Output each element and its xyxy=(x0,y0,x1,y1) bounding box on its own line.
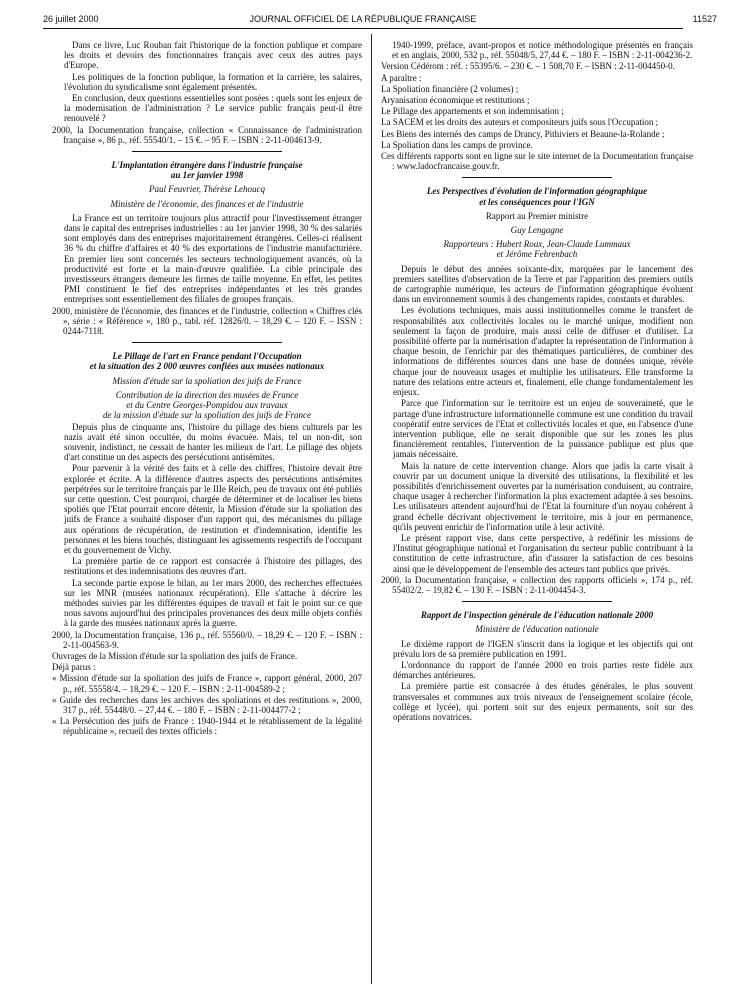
list-item: La Spoliation dans les camps de province. xyxy=(381,139,533,150)
subtitle: Rapport au Premier ministre xyxy=(485,210,589,221)
section-title: Rapport de l'inspection générale de l'éducation nationale 2000 xyxy=(420,610,654,621)
section-title: Le Pillage de l'art en France pendant l'Occupation xyxy=(112,351,302,362)
paragraph: Version Cédérom : réf. : 55395/6. – 230 €. – 1 508,70 F. – ISBN : 2-11-004450-0. xyxy=(381,61,675,72)
rapporteurs-line2: et Jérôme Fehrenbach xyxy=(496,249,578,260)
section-title-line2: et les conséquences pour l'IGN xyxy=(479,196,595,207)
paragraph: Les politiques de la fonction publique, la formation et la carrière, les salaires, l'évolution du syndicalisme sont également présentés. xyxy=(64,71,362,92)
paragraph: L'ordonnance du rapport de l'année 2000 en trois parties reste fidèle aux démarches antérieures. xyxy=(393,659,693,681)
paragraph: La France est un territoire toujours plus attractif pour l'investissement étranger dans le capital des entreprises industrielles : au 1er janvier 1998, 30 % des salariés sont employés dans des entreprises majoritairement étrangères. Celles-ci réalisent 36 % du chiffre d'affaires et 40 % des exportations de l'industrie manufacturière. En premier lieu sont concernés les secteurs technologiquement avancés, où la productivité est forte et la main-d'œuvre qualifiée. La cible principale des investisseurs étrangers demeure les firmes de taille moyenne. En effet, les petites PMI constituent le fief des entreprises indépendantes et les très grandes entreprises sont essentiellement des filiales de groupes français. xyxy=(64,212,362,305)
paragraph: En conclusion, deux questions essentielles sont posées : quels sont les enjeux de la modernisation de l'administration ? Le service public français peut-il être renouvelé ? xyxy=(64,93,362,124)
ministry: Ministère de l'éducation nationale xyxy=(475,624,599,635)
ministry: Ministère de l'économie, des finances et de l'industrie xyxy=(110,198,304,209)
section-title-line2: et la situation des 2 000 œuvres confiées aux musées nationaux xyxy=(89,361,325,372)
authors: Paul Feuvrier, Thérèse Lehoucq xyxy=(149,184,265,195)
header-date: 26 juillet 2000 xyxy=(43,14,99,24)
paragraph: La seconde partie expose le bilan, au 1er mars 2000, des recherches effectuées sur les MNR (musées nationaux récupération). Elle s'attache à décrire les méthodes suivies par les différentes équipes de travail et fait le point sur ce que nous savons aujourd'hui des principales provenances des deux mille objets confiés à la garde des musées nationaux après la guerre. xyxy=(64,577,362,629)
paragraph: Les évolutions techniques, mais aussi institutionnelles comme le transfert de responsabilités aux collectivités locales ou le marché unique, modifient non seulement la façon de produire, mais aussi celle de diffuser et d'utiliser. La possibilité offerte par la numérisation d'adapter la représentation de l'information à chaque besoin, de l'enrichir par des thématiques particulières, de combiner des informations de différentes sources dans une base de données unique, révèle chaque jour de nouveaux usages et multiplie les utilisateurs. Elle transforme la nature des relations entre acteurs et, finalement, elle change fondamentalement les enjeux. xyxy=(393,305,693,398)
header-rule xyxy=(43,28,683,29)
paragraph: Ces différents rapports sont en ligne sur le site internet de la Documentation française : www.ladocfrancaise.gouv.fr. xyxy=(381,151,693,172)
page-header xyxy=(43,14,717,28)
list-item: « Guide des recherches dans les archives des spoliations et des restitutions », 2000, 317 p., réf. 55448/0. – 27,44 €. – 180 F. – ISBN : 2-11-004477-2 ; xyxy=(52,694,362,715)
paragraph: Pour parvenir à la vérité des faits et à celle des chiffres, l'histoire devait être explorée et écrite. A la différence d'autres aspects des persécutions antisémites perpétrées sur le territoire français par le IIIe Reich, peu de travaux ont été publiés sur cette question. C'est pourquoi, chargée de déterminer et de localiser les biens spoliés que l'Etat pourrait encore détenir, la Mission d'étude sur la spoliation des juifs de France a souhaité disposer d'un rapport qui, des mécanismes du pillage aux opérations de récupération, de restitution et d'indemnisation, identifie les personnes et les biens touchés, distinguant les agissements respectifs de l'occupant et du gouvernement de Vichy. xyxy=(64,463,362,555)
list-item: La Spoliation financière (2 volumes) ; xyxy=(381,83,519,94)
paragraph: A paraître : xyxy=(381,72,422,83)
list-item: « Mission d'étude sur la spoliation des juifs de France », rapport général, 2000, 207 p., réf. 55558/4. – 18,29 €. – 120 F. – ISBN : 2-11-004589-2 ; xyxy=(52,673,362,694)
contribution-line: Contribution de la direction des musées de France xyxy=(115,389,299,400)
publication-reference: 2000, la Documentation française, « collection des rapports officiels », 174 p., réf. 55402/2. – 19,82 €. – 130 F. – ISBN : 2-11-004454-3. xyxy=(381,574,693,595)
list-item: La SACEM et les droits des auteurs et compositeurs juifs sous l'Occupation ; xyxy=(381,117,659,128)
list-item: Aryanisation économique et restitutions ; xyxy=(381,95,530,106)
publication-reference: 2000, la Documentation française, collection « Connaissance de l'administration française », 86 p., réf. 55540/1. – 15 €. – 95 F. – ISBN : 2-11-004613-9. xyxy=(52,124,362,145)
paragraph: Le dixième rapport de l'IGEN s'inscrit dans la logique et les objectifs qui ont prévalu lors de sa première publication en 1991. xyxy=(393,638,693,659)
header-journal-title: JOURNAL OFFICIEL DE LA RÉPUBLIQUE FRANÇAISE xyxy=(249,14,477,24)
section-title-line2: au 1er janvier 1998 xyxy=(170,170,244,181)
paragraph: Déjà parus : xyxy=(52,662,96,673)
contribution-line: et du Centre Georges-Pompidou aux travaux xyxy=(126,400,288,411)
section-separator xyxy=(462,601,612,602)
list-item: Le Pillage des appartements et son indemnisation ; xyxy=(381,106,564,117)
header-page-number: 11527 xyxy=(692,14,717,24)
paragraph: 1940-1999, préface, avant-propos et notice méthodologique présentés en français et en anglais, 2000, 532 p., réf. 55048/5, 27,44 €. – 180 F. – ISBN : 2-11-004236-2. xyxy=(392,40,693,61)
contribution-line: de la mission d'étude sur la spoliation des juifs de France xyxy=(103,410,311,421)
paragraph: Mais la nature de cette intervention change. Alors que jadis la carte visait à couvrir par un document unique la diversité des utilisations, la flexibilité et les possibilités d'enrichissement ouvertes par la numérisation conduisent, au contraire, chaque usager à rechercher l'information la plus exactement adaptée à ses besoins. Les utilisateurs attendent aujourd'hui de l'Etat la fourniture d'un noyau cohérent à grand échelle décrivant objectivement le territoire, mis à jour en permanence, qu'ils peuvent enrichir de l'information utile à leur activité. xyxy=(393,460,693,532)
rapporteurs: Rapporteurs : Hubert Roux, Jean-Claude Lummaux xyxy=(443,239,631,250)
paragraph: Depuis le début des années soixante-dix, marquées par le lancement des premiers satellites d'observation de la Terre et par l'apparition des premiers outils de cartographie numérique, les acteurs de l'information géographique évoluent dans un environnement soumis à des changements rapides, constants et durables. xyxy=(393,263,693,305)
paragraph: La première partie de ce rapport est consacrée à l'histoire des pillages, des restitutions et des indemnisations des œuvres d'art. xyxy=(64,556,362,577)
list-item: « La Persécution des juifs de France : 1940-1944 et le rétablissement de la légalité républicaine », recueil des textes officiels : xyxy=(52,716,362,737)
section-title: Les Perspectives d'évolution de l'information géographique xyxy=(426,186,648,197)
paragraph: Le présent rapport vise, dans cette perspective, à redéfinir les missions de l'Institut géographique national et l'organisation du secteur public contribuant à la constitution de cette infrastructure, afin d'assurer la satisfaction de ces besoins ainsi que le développement de l'ensemble des acteurs tant publics que privés. xyxy=(393,532,693,574)
paragraph: La première partie est consacrée à des études générales, le plus souvent transversales et communes aux trois niveaux de l'enseignement scolaire (école, collège et lycée), qui portent soit sur des enjeux permanents, soit sur des opérations novatrices. xyxy=(393,681,693,722)
column-divider xyxy=(371,34,372,984)
paragraph: Parce que l'information sur le territoire est un enjeu de souveraineté, que le partage d'une infrastructure informationnelle commune est une condition du travail coopératif entre services de l'Etat et collectivités locales et que, en l'absence d'une intervention publique, elle ne serait disponible que sur les zones les plus financièrement rentables, l'intervention de la puissance publique est plus que jamais nécessaire. xyxy=(393,398,693,460)
mission-name: Mission d'étude sur la spoliation des juifs de France xyxy=(112,375,302,386)
left-column xyxy=(52,40,362,738)
section-title: L'Implantation étrangère dans l'industrie française xyxy=(111,160,303,171)
paragraph: Dans ce livre, Luc Rouban fait l'historique de la fonction publique et compare les droits et devoirs des fonctionnaires français avec ceux des autres pays d'Europe. xyxy=(64,40,362,71)
author: Guy Lengagne xyxy=(510,225,564,236)
publication-reference: 2000, la Documentation française, 136 p., réf. 55560/0. – 18,29 €. – 120 F. – ISBN : 2-11-004563-9. xyxy=(52,629,362,650)
paragraph: Ouvrages de la Mission d'étude sur la spoliation des juifs de France. xyxy=(52,650,298,661)
publication-reference: 2000, ministère de l'économie, des finances et de l'industrie, collection « Chiffres clés », série : « Référence », 180 p., tabl. réf. 12826/0. – 18,29 €. – 120 F. – ISSN : 0244-7118. xyxy=(52,305,362,337)
section-separator xyxy=(132,151,282,152)
section-separator xyxy=(462,177,612,178)
section-separator xyxy=(132,342,282,343)
right-column xyxy=(381,40,693,723)
list-item: Les Biens des internés des camps de Drancy, Pithiviers et Beaune-la-Rolande ; xyxy=(381,128,665,139)
paragraph: Depuis plus de cinquante ans, l'histoire du pillage des biens culturels par les nazis avait été sinon occultée, du moins évacuée. Mais, tel un non-dit, son souvenir, indistinct, ne cessait de hanter les milieux de l'art. Le pillage des objets d'art constitue un des aspects des persécutions antisémites. xyxy=(64,421,362,463)
